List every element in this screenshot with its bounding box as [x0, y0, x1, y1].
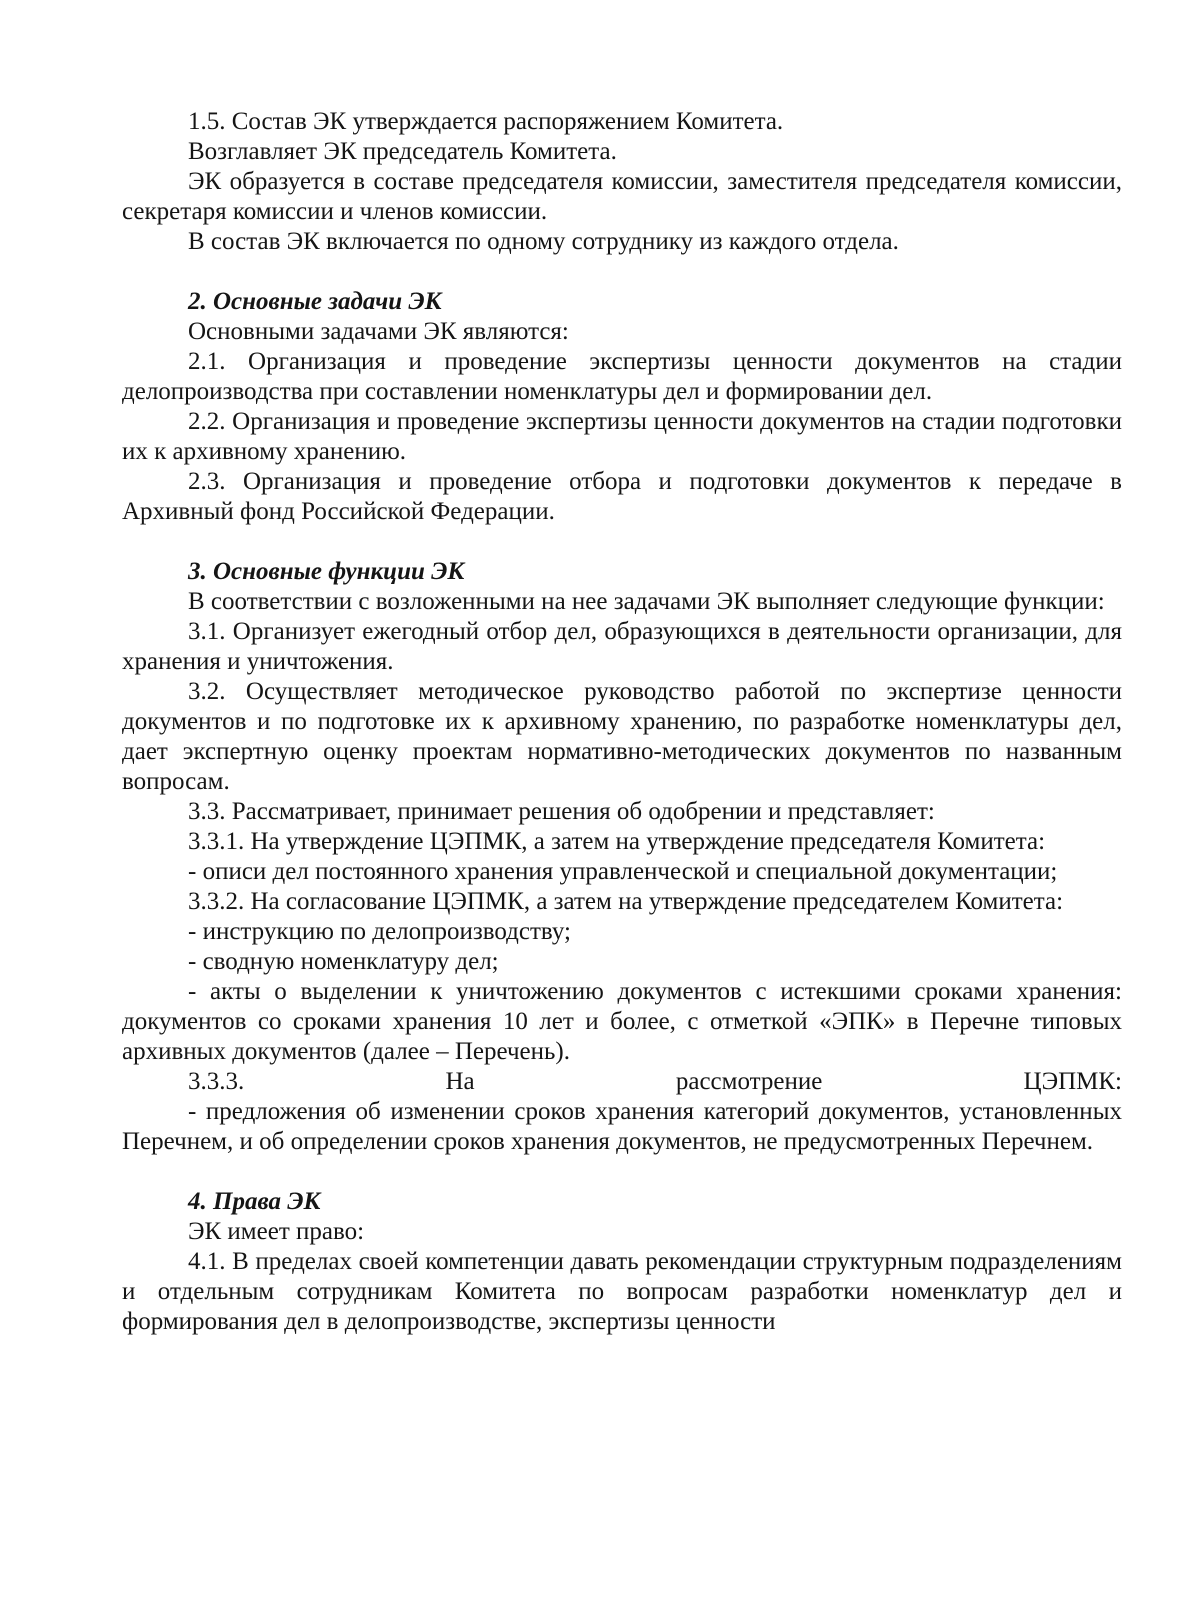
paragraph-3-3-2: 3.3.2. На согласование ЦЭПМК, а затем на утверждение председателем Комитета:: [188, 888, 1064, 915]
list-item-nomenclature: - сводную номенклатуру дел;: [188, 948, 499, 975]
paragraph-3-2: 3.2. Осуществляет методическое руководство работой по экспертизе ценности документов и по подготовке их к архивному хранению, по разработке номенклатуры дел, дает экспертную оценку проектам нормативно-методических документов по названным вопросам.: [122, 678, 1122, 795]
document-body: [122, 107, 1122, 1337]
paragraph-2-3: 2.3. Организация и проведение отбора и подготовки документов к передаче в Архивный фонд Российской Федерации.: [122, 468, 1122, 525]
paragraph-chair: Возглавляет ЭК председатель Комитета.: [188, 138, 617, 165]
rights-intro: ЭК имеет право:: [188, 1218, 365, 1245]
list-item-inventories: - описи дел постоянного хранения управленческой и специальной документации;: [188, 858, 1058, 885]
list-item-proposals: - предложения об изменении сроков хранения категорий документов, установленных Перечнем, и об определении сроков хранения документов, не предусмотренных Перечнем.: [122, 1098, 1122, 1155]
section-heading-rights: 4. Права ЭК: [188, 1188, 321, 1215]
list-item-acts: - акты о выделении к уничтожению документов с истекшими сроками хранения: документов со сроками хранения 10 лет и более, с отметкой «ЭПК» в Перечне типовых архивных документов (далее – Перечень).: [122, 978, 1122, 1065]
paragraph-4-1: 4.1. В пределах своей компетенции давать рекомендации структурным подразделениям и отдельным сотрудникам Комитета по вопросам разработки номенклатур дел и формирования дел в делопроизводстве, экспертизы ценности: [122, 1248, 1122, 1335]
paragraph-3-1: 3.1. Организует ежегодный отбор дел, образующихся в деятельности организации, для хранения и уничтожения.: [122, 618, 1122, 675]
tasks-intro: Основными задачами ЭК являются:: [188, 318, 569, 345]
paragraph-2-2: 2.2. Организация и проведение экспертизы ценности документов на стадии подготовки их к архивному хранению.: [122, 408, 1122, 465]
paragraph-3-3: 3.3. Рассматривает, принимает решения об одобрении и представляет:: [188, 798, 935, 825]
paragraph-3-3-3: 3.3.3. На рассмотрение ЦЭПМК:: [188, 1068, 1122, 1095]
paragraph-1-5: 1.5. Состав ЭК утверждается распоряжением Комитета.: [188, 108, 784, 135]
section-gap: [122, 1157, 1122, 1187]
section-gap: [122, 527, 1122, 557]
paragraph-composition: ЭК образуется в составе председателя комиссии, заместителя председателя комиссии, секретаря комиссии и членов комиссии.: [122, 168, 1122, 225]
section-heading-functions: 3. Основные функции ЭК: [188, 558, 465, 585]
section-heading-tasks: 2. Основные задачи ЭК: [188, 288, 442, 315]
functions-intro: В соответствии с возложенными на нее задачами ЭК выполняет следующие функции:: [188, 588, 1105, 615]
list-item-instruction: - инструкцию по делопроизводству;: [188, 918, 571, 945]
paragraph-2-1: 2.1. Организация и проведение экспертизы ценности документов на стадии делопроизводства при составлении номенклатуры дел и формировании дел.: [122, 348, 1122, 405]
section-gap: [122, 257, 1122, 287]
paragraph-members: В состав ЭК включается по одному сотруднику из каждого отдела.: [188, 228, 899, 255]
paragraph-3-3-1: 3.3.1. На утверждение ЦЭПМК, а затем на утверждение председателя Комитета:: [188, 828, 1046, 855]
